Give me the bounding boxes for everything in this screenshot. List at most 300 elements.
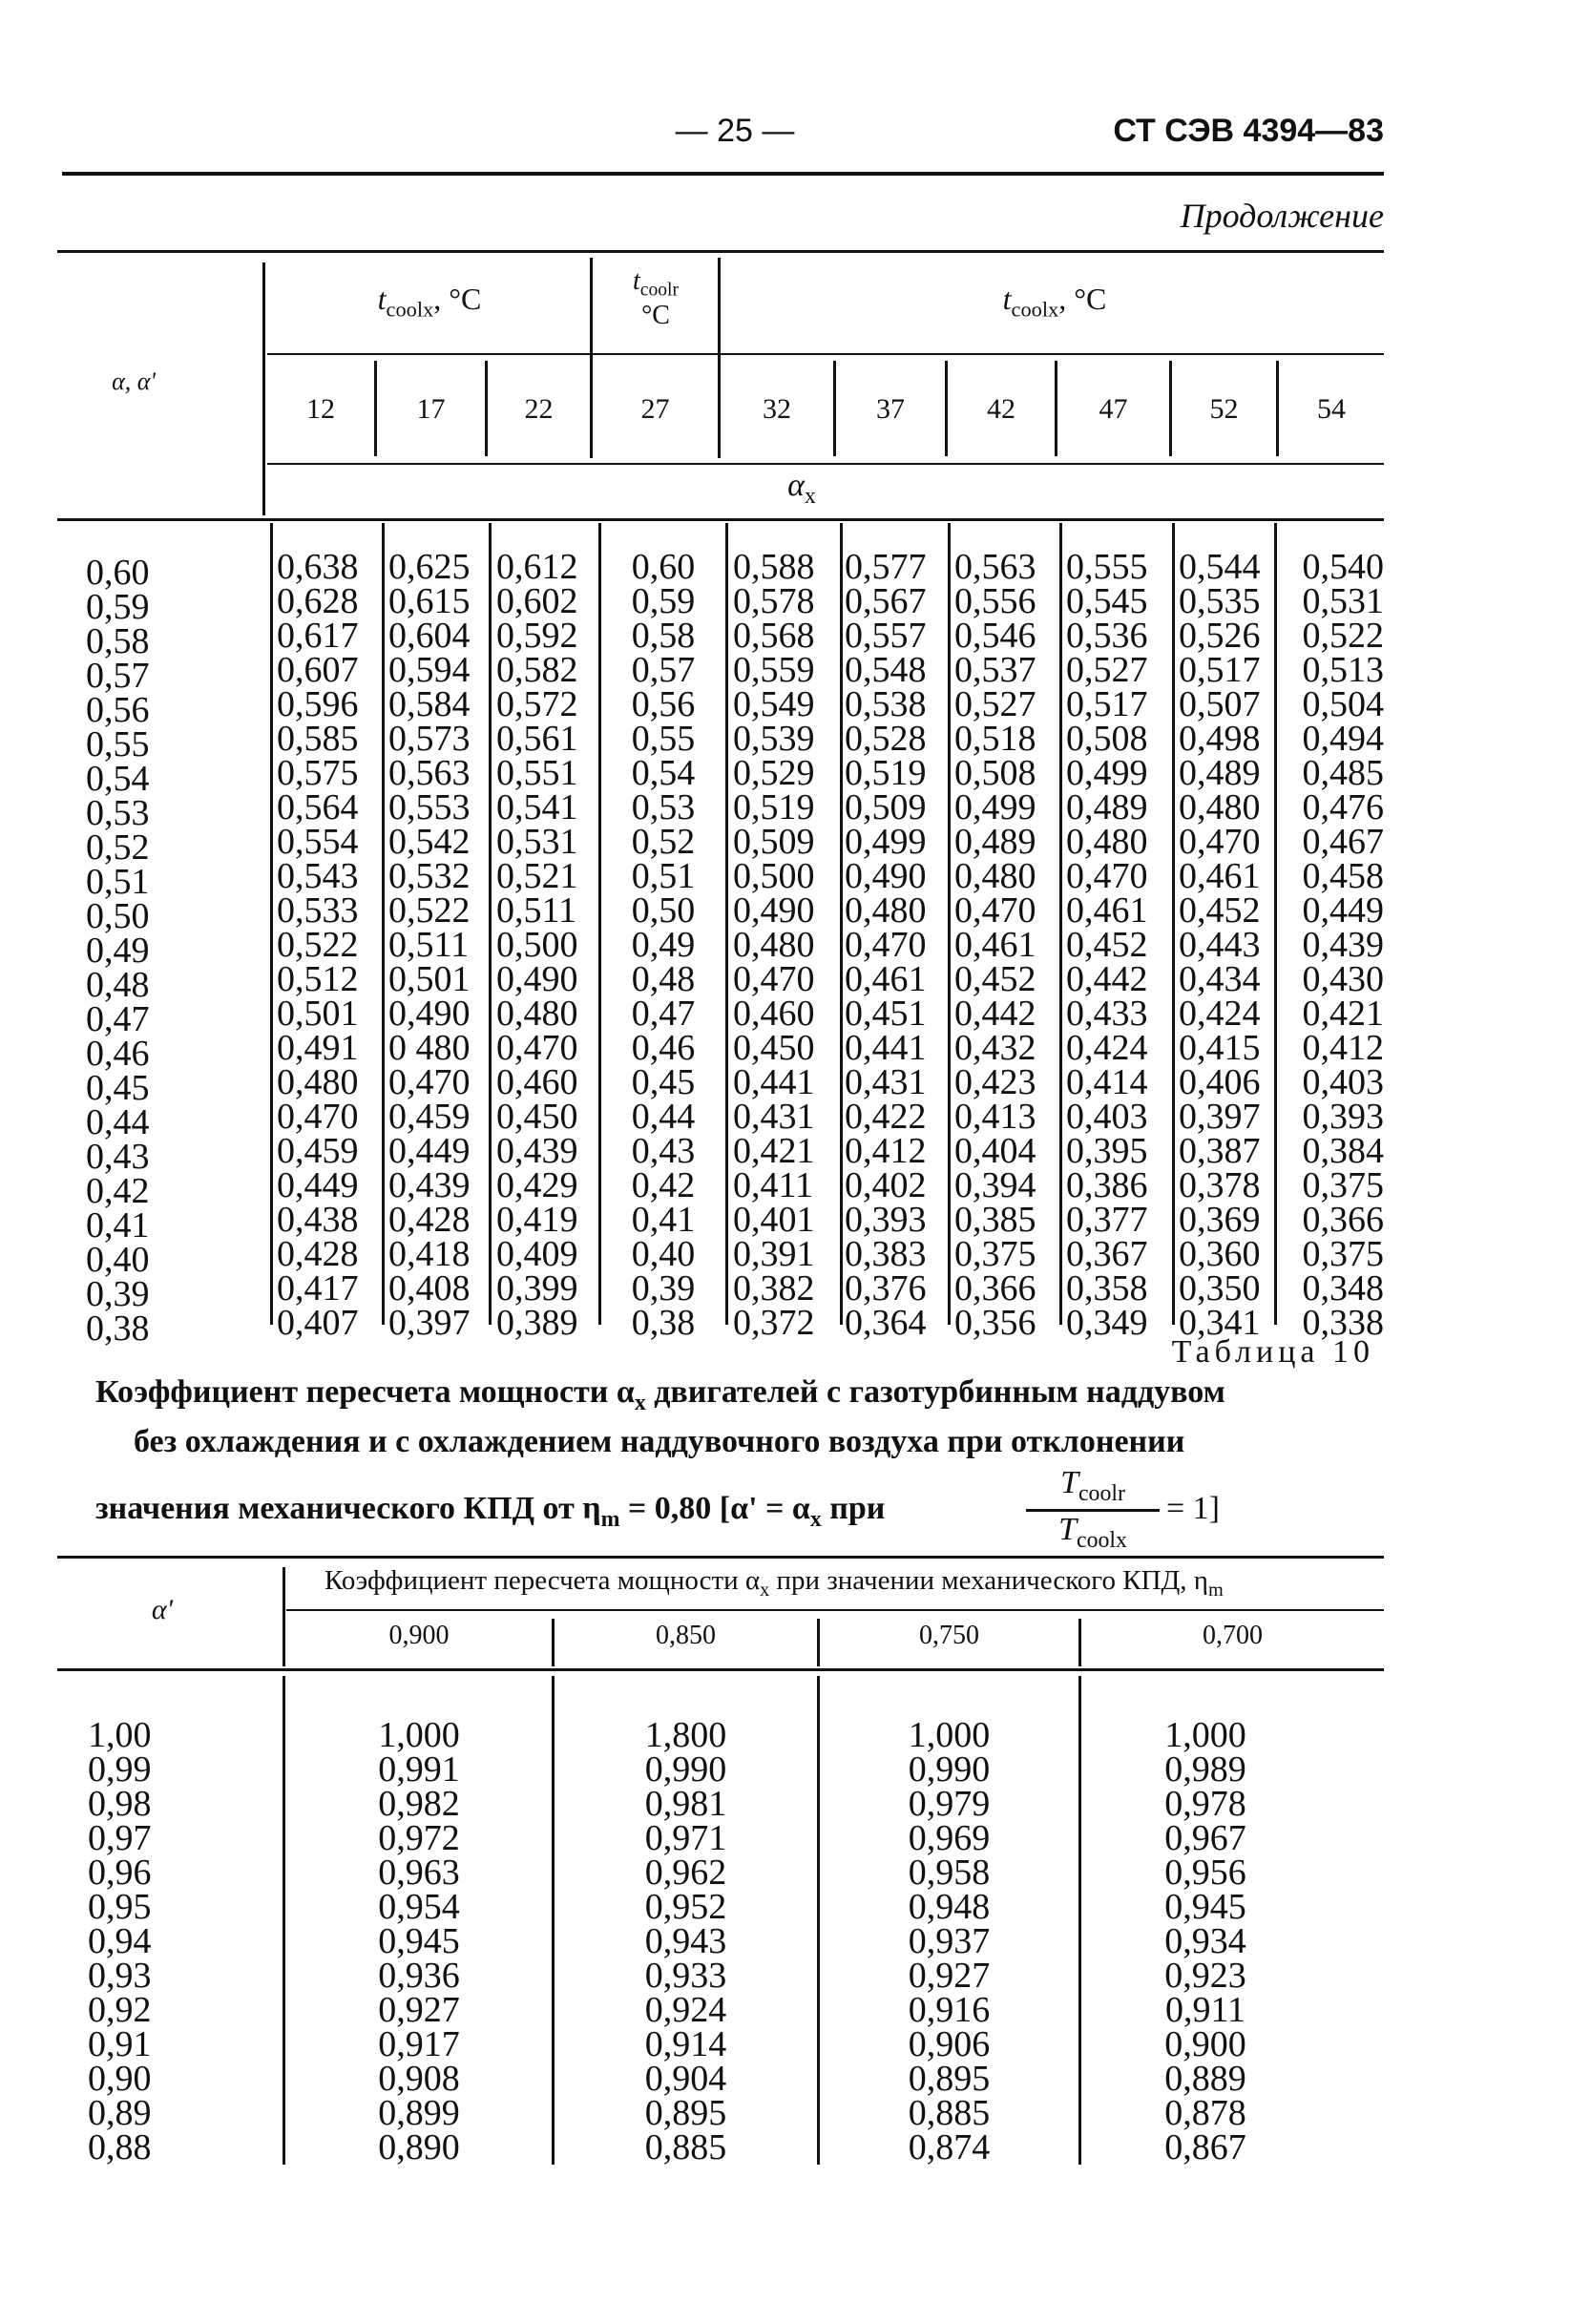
table2-cell: 0,885 bbox=[644, 2127, 727, 2167]
table1-alpha-cell: 0,41 bbox=[86, 1205, 150, 1246]
table1-alpha-cell: 0,58 bbox=[86, 621, 150, 661]
header-text: Коэффициент пересчета мощности α bbox=[324, 1565, 761, 1596]
table2-cell: 0,978 bbox=[1164, 1784, 1246, 1824]
table2-cell: 1,000 bbox=[1164, 1715, 1246, 1755]
table1-cell: 0,360 bbox=[1179, 1234, 1261, 1274]
table2-cell: 0,981 bbox=[644, 1784, 727, 1824]
table1-cell: 0,47 bbox=[631, 994, 696, 1034]
table1-cell: 0,467 bbox=[1302, 822, 1384, 862]
table2-cell: 0,954 bbox=[378, 1887, 460, 1927]
table1-cell: 0,441 bbox=[733, 1062, 815, 1102]
table1-group1-header bbox=[272, 282, 587, 322]
table1-column-27 bbox=[603, 547, 723, 1343]
table1-cell: 0,553 bbox=[388, 787, 471, 827]
table1-cell: 0,490 bbox=[496, 959, 578, 999]
table1-cell: 0,424 bbox=[1066, 1028, 1148, 1068]
header-rule bbox=[62, 172, 1384, 176]
table1-cell: 0,540 bbox=[1302, 547, 1384, 587]
table1-temp: 12 bbox=[306, 393, 335, 425]
table1-alpha-cell: 0,45 bbox=[86, 1068, 150, 1108]
table2-cell: 0,989 bbox=[1164, 1749, 1246, 1790]
table1-cell: 0,461 bbox=[845, 959, 927, 999]
table2-cell: 0,943 bbox=[644, 1921, 727, 1961]
table1-cell: 0,480 bbox=[1179, 787, 1261, 827]
table1-cell: 0,551 bbox=[496, 753, 578, 793]
table1-cell: 0,501 bbox=[277, 994, 359, 1034]
table1-cell: 0,572 bbox=[496, 684, 578, 724]
table1-body-vline bbox=[725, 523, 728, 1325]
table1-cell: 0,568 bbox=[733, 616, 815, 656]
table1-alpha-cell: 0,39 bbox=[86, 1274, 150, 1314]
table2-cell: 0,945 bbox=[1164, 1887, 1246, 1927]
table2-cell: 0,956 bbox=[1164, 1853, 1246, 1893]
t-subscript: coolr bbox=[1078, 1480, 1125, 1506]
table1-alpha-cell: 0,57 bbox=[86, 656, 150, 696]
table2-cell: 0,890 bbox=[378, 2127, 460, 2167]
table1-cell: 0,459 bbox=[277, 1131, 359, 1171]
table2-top-rule bbox=[57, 1556, 1384, 1559]
table1-cell: 0,348 bbox=[1302, 1268, 1384, 1309]
table1-cell: 0,555 bbox=[1066, 547, 1148, 587]
table1-body-vline bbox=[1059, 523, 1062, 1325]
table1-cell: 0,470 bbox=[496, 1028, 578, 1068]
table1-cell: 0,563 bbox=[954, 547, 1036, 587]
table1-cell: 0,585 bbox=[277, 719, 359, 759]
table2-cell: 0,936 bbox=[378, 1956, 460, 1996]
table1-cell: 0,375 bbox=[1302, 1234, 1384, 1274]
table1-cell: 0,485 bbox=[1302, 753, 1384, 793]
table2-header-bottom-rule bbox=[57, 1668, 1384, 1671]
table1-cell: 0,441 bbox=[845, 1028, 927, 1068]
table1-cell: 0,532 bbox=[388, 856, 471, 896]
table1-cell: 0,412 bbox=[1302, 1028, 1384, 1068]
table1-cell: 0,393 bbox=[1302, 1097, 1384, 1137]
table1-cell: 0,528 bbox=[845, 719, 927, 759]
table1-column-54 bbox=[1288, 547, 1384, 1343]
table1-cell: 0,494 bbox=[1302, 719, 1384, 759]
table1-cell: 0,519 bbox=[845, 753, 927, 793]
table2-cell: 0,917 bbox=[378, 2024, 460, 2064]
table1-cell: 0,522 bbox=[277, 925, 359, 965]
table2-cell: 0,927 bbox=[378, 1990, 460, 2030]
table1-cell: 0,615 bbox=[388, 581, 471, 621]
table1-cell: 0,404 bbox=[954, 1131, 1036, 1171]
table2-cell: 0,906 bbox=[908, 2024, 991, 2064]
table1-cell: 0,44 bbox=[631, 1097, 696, 1137]
table1-cell: 0 480 bbox=[388, 1028, 471, 1068]
table1-cell: 0,55 bbox=[631, 719, 696, 759]
table1-header-rule-1 bbox=[267, 353, 1384, 355]
table2-cell: 0,963 bbox=[378, 1853, 460, 1893]
table1-alpha-cell: 0,43 bbox=[86, 1137, 150, 1177]
table1-cell: 0,58 bbox=[631, 616, 696, 656]
title-subscript: m bbox=[600, 1506, 620, 1532]
table1-cell: 0,545 bbox=[1066, 581, 1148, 621]
table2-alpha-cell: 0,91 bbox=[88, 2024, 152, 2064]
title-text: Коэффициент пересчета мощности α bbox=[95, 1374, 635, 1410]
table1-cell: 0,537 bbox=[954, 650, 1036, 690]
table1-cell: 0,419 bbox=[496, 1200, 578, 1240]
table2-cell: 0,923 bbox=[1164, 1956, 1246, 1996]
table1-cell: 0,491 bbox=[277, 1028, 359, 1068]
table1-cell: 0,489 bbox=[1066, 787, 1148, 827]
table1-alpha-cell: 0,46 bbox=[86, 1034, 150, 1074]
table1-alpha-cell: 0,52 bbox=[86, 827, 150, 868]
table2-title-line3 bbox=[95, 1491, 1050, 1533]
table1-alpha-cell: 0,60 bbox=[86, 553, 150, 593]
table1-cell: 0,434 bbox=[1179, 959, 1261, 999]
table2-group-header bbox=[324, 1565, 1384, 1602]
table1-cell: 0,423 bbox=[954, 1062, 1036, 1102]
t-symbol: T bbox=[1060, 1465, 1078, 1500]
table1-cell: 0,470 bbox=[1066, 856, 1148, 896]
table1-cell: 0,596 bbox=[277, 684, 359, 724]
table2-cell: 0,908 bbox=[378, 2059, 460, 2099]
table2-cell: 0,916 bbox=[908, 1990, 991, 2030]
table1-cell: 0,592 bbox=[496, 616, 578, 656]
table1-cell: 0,535 bbox=[1179, 581, 1261, 621]
table1-cell: 0,431 bbox=[733, 1097, 815, 1137]
table2-cell: 0,937 bbox=[908, 1921, 991, 1961]
table2-alpha-column bbox=[88, 1715, 164, 2167]
table1-cell: 0,369 bbox=[1179, 1200, 1261, 1240]
table2-cell: 0,895 bbox=[644, 2093, 727, 2133]
table1-cell: 0,451 bbox=[845, 994, 927, 1034]
table1-cell: 0,539 bbox=[733, 719, 815, 759]
table1-cell: 0,549 bbox=[733, 684, 815, 724]
table1-cell: 0,406 bbox=[1179, 1062, 1261, 1102]
table1-cell: 0,490 bbox=[733, 890, 815, 931]
table1-cell: 0,415 bbox=[1179, 1028, 1261, 1068]
table1-cell: 0,582 bbox=[496, 650, 578, 690]
table1-cell: 0,498 bbox=[1179, 719, 1261, 759]
table1-cell: 0,517 bbox=[1179, 650, 1261, 690]
table2-alpha-cell: 0,99 bbox=[88, 1749, 152, 1790]
table1-cell: 0,452 bbox=[1179, 890, 1261, 931]
header-text: при значении механического КПД, η bbox=[769, 1565, 1208, 1596]
table1-cell: 0,442 bbox=[954, 994, 1036, 1034]
table1-temp: 52 bbox=[1209, 393, 1239, 425]
table2-cell: 0,904 bbox=[644, 2059, 727, 2099]
table2-cell: 1,000 bbox=[378, 1715, 460, 1755]
table1-cell: 0,538 bbox=[845, 684, 927, 724]
table2-title-line2: без охлаждения и с охлаждением наддувочного воздуха при отклонении bbox=[134, 1424, 1185, 1459]
table1-cell: 0,564 bbox=[277, 787, 359, 827]
table2-cell: 0,967 bbox=[1164, 1818, 1246, 1858]
table2-alpha-cell: 0,98 bbox=[88, 1784, 152, 1824]
table1-alpha-cell: 0,42 bbox=[86, 1171, 150, 1211]
table1-cell: 0,531 bbox=[496, 822, 578, 862]
table1-cell: 0,577 bbox=[845, 547, 927, 587]
table1-cell: 0,557 bbox=[845, 616, 927, 656]
table1-cell: 0,501 bbox=[388, 959, 471, 999]
table1-header-vline bbox=[262, 262, 265, 515]
table1-temp: 37 bbox=[876, 393, 905, 425]
table1-body-vline bbox=[1172, 523, 1175, 1325]
table1-cell: 0,533 bbox=[277, 890, 359, 931]
table1-cell: 0,604 bbox=[388, 616, 471, 656]
table1-cell: 0,461 bbox=[1179, 856, 1261, 896]
table1-cell: 0,341 bbox=[1179, 1303, 1261, 1343]
table1-cell: 0,46 bbox=[631, 1028, 696, 1068]
table1-cell: 0,489 bbox=[1179, 753, 1261, 793]
table1-alpha-cell: 0,54 bbox=[86, 759, 150, 799]
table1-cell: 0,573 bbox=[388, 719, 471, 759]
table1-cell: 0,470 bbox=[277, 1097, 359, 1137]
table2-cell: 1,800 bbox=[644, 1715, 727, 1755]
table1-cell: 0,612 bbox=[496, 547, 578, 587]
table2-cell: 0,900 bbox=[1164, 2024, 1246, 2064]
table1-cell: 0,470 bbox=[1179, 822, 1261, 862]
table1-cell: 0,429 bbox=[496, 1165, 578, 1205]
table1-cell: 0,375 bbox=[1302, 1165, 1384, 1205]
fraction-numerator bbox=[1026, 1465, 1160, 1512]
table1-cell: 0,409 bbox=[496, 1234, 578, 1274]
table2-cell: 0,979 bbox=[908, 1784, 991, 1824]
table1-cell: 0,638 bbox=[277, 547, 359, 587]
table1-cell: 0,43 bbox=[631, 1131, 696, 1171]
table1-cell: 0,567 bbox=[845, 581, 927, 621]
table1-cell: 0,470 bbox=[733, 959, 815, 999]
table1-cell: 0,522 bbox=[388, 890, 471, 931]
table1-cell: 0,411 bbox=[733, 1165, 814, 1205]
table1-cell: 0,401 bbox=[733, 1200, 815, 1240]
table1-cell: 0,413 bbox=[954, 1097, 1036, 1137]
table1-cell: 0,470 bbox=[954, 890, 1036, 931]
table2-alpha-cell: 0,96 bbox=[88, 1853, 152, 1893]
table2-cell: 0,899 bbox=[378, 2093, 460, 2133]
table1-cell: 0,480 bbox=[954, 856, 1036, 896]
table1-cell: 0,508 bbox=[954, 753, 1036, 793]
table1-top-rule bbox=[57, 250, 1384, 253]
table1-cell: 0,366 bbox=[1302, 1200, 1384, 1240]
table1-cell: 0,439 bbox=[496, 1131, 578, 1171]
table1-cell: 0,450 bbox=[733, 1028, 815, 1068]
table1-cell: 0,432 bbox=[954, 1028, 1036, 1068]
table1-cell: 0,49 bbox=[631, 925, 696, 965]
table1-column-22 bbox=[496, 547, 597, 1343]
table1-cell: 0,443 bbox=[1179, 925, 1261, 965]
table1-cell: 0,395 bbox=[1066, 1131, 1148, 1171]
table1-cell: 0,628 bbox=[277, 581, 359, 621]
table1-cell: 0,384 bbox=[1302, 1131, 1384, 1171]
table1-cell: 0,594 bbox=[388, 650, 471, 690]
title-subscript: x bbox=[634, 1390, 646, 1415]
table1-alpha-cell: 0,55 bbox=[86, 724, 150, 764]
table1-cell: 0,461 bbox=[954, 925, 1036, 965]
table1-alpha-cell: 0,48 bbox=[86, 965, 150, 1005]
table2-column-0700 bbox=[1081, 1715, 1329, 2167]
table1-cell: 0,430 bbox=[1302, 959, 1384, 999]
unit: , °C bbox=[1058, 282, 1107, 316]
table2-cell: 0,958 bbox=[908, 1853, 991, 1893]
table1-cell: 0,382 bbox=[733, 1268, 815, 1309]
table1-cell: 0,391 bbox=[733, 1234, 815, 1274]
table1-cell: 0,508 bbox=[1066, 719, 1148, 759]
table1-cell: 0,393 bbox=[845, 1200, 927, 1240]
table1-cell: 0,607 bbox=[277, 650, 359, 690]
table1-cell: 0,470 bbox=[388, 1062, 471, 1102]
table1-cell: 0,431 bbox=[845, 1062, 927, 1102]
table1-body-vline bbox=[489, 523, 492, 1325]
table1-body-vline bbox=[382, 523, 385, 1325]
table1-cell: 0,38 bbox=[631, 1303, 696, 1343]
header-subscript: m bbox=[1207, 1579, 1224, 1601]
alpha-subscript: x bbox=[804, 483, 816, 509]
table1-cell: 0,402 bbox=[845, 1165, 927, 1205]
table2-cell: 0,867 bbox=[1164, 2127, 1246, 2167]
table1-column-32 bbox=[733, 547, 838, 1343]
table2-alpha-cell: 0,94 bbox=[88, 1921, 152, 1961]
table1-alpha-cell: 0,44 bbox=[86, 1102, 150, 1142]
table1-cell: 0,500 bbox=[733, 856, 815, 896]
table1-column-37 bbox=[845, 547, 946, 1343]
table1-cell: 0,588 bbox=[733, 547, 815, 587]
table1-cell: 0,52 bbox=[631, 822, 696, 862]
table1-cell: 0,476 bbox=[1302, 787, 1384, 827]
table1-cell: 0,383 bbox=[845, 1234, 927, 1274]
table2-cell: 0,927 bbox=[908, 1956, 991, 1996]
table1-alpha-cell: 0,51 bbox=[86, 862, 150, 902]
table1-alpha-cell: 0,40 bbox=[86, 1240, 150, 1280]
table1-cell: 0,449 bbox=[1302, 890, 1384, 931]
table1-cell: 0,433 bbox=[1066, 994, 1148, 1034]
table1-cell: 0,460 bbox=[496, 1062, 578, 1102]
table1-cell: 0,527 bbox=[954, 684, 1036, 724]
table1-cell: 0,500 bbox=[496, 925, 578, 965]
table1-cell: 0,389 bbox=[496, 1303, 578, 1343]
table1-cell: 0,625 bbox=[388, 547, 471, 587]
table1-cell: 0,403 bbox=[1066, 1097, 1148, 1137]
standard-id: СТ СЭВ 4394—83 bbox=[1113, 113, 1384, 149]
table1-cell: 0,578 bbox=[733, 581, 815, 621]
table1-cell: 0,517 bbox=[1066, 684, 1148, 724]
t-symbol: T bbox=[1058, 1511, 1078, 1547]
table2-cell: 0,878 bbox=[1164, 2093, 1246, 2133]
table2-efficiency: 0,900 bbox=[388, 1621, 450, 1650]
table2-column-0900 bbox=[286, 1715, 552, 2167]
table2-alpha-cell: 0,89 bbox=[88, 2093, 152, 2133]
table1-cell: 0,480 bbox=[845, 890, 927, 931]
table1-cell: 0,531 bbox=[1302, 581, 1384, 621]
table1-cell: 0,461 bbox=[1066, 890, 1148, 931]
table1-cell: 0,378 bbox=[1179, 1165, 1261, 1205]
table1-cell: 0,60 bbox=[631, 547, 696, 587]
table1-cell: 0,489 bbox=[954, 822, 1036, 862]
table1-cell: 0,349 bbox=[1066, 1303, 1148, 1343]
table1-cell: 0,376 bbox=[845, 1268, 927, 1309]
table1-cell: 0,554 bbox=[277, 822, 359, 862]
table2-header-vline bbox=[283, 1567, 285, 1666]
table1-cell: 0,39 bbox=[631, 1268, 696, 1309]
t-subscript: coolx bbox=[1077, 1527, 1127, 1553]
table1-cell: 0,422 bbox=[845, 1097, 927, 1137]
table2-cell: 0,945 bbox=[378, 1921, 460, 1961]
table1-cell: 0,602 bbox=[496, 581, 578, 621]
table1-cell: 0,546 bbox=[954, 616, 1036, 656]
table1-cell: 0,480 bbox=[496, 994, 578, 1034]
table1-cell: 0,59 bbox=[631, 581, 696, 621]
table1-cell: 0,54 bbox=[631, 753, 696, 793]
table2-efficiency: 0,850 bbox=[656, 1621, 716, 1650]
table1-alpha-cell: 0,38 bbox=[86, 1309, 150, 1349]
table2-header-rule bbox=[286, 1609, 1384, 1611]
table2-alpha-cell: 0,88 bbox=[88, 2127, 152, 2167]
table1-cell: 0,527 bbox=[1066, 650, 1148, 690]
table1-cell: 0,366 bbox=[954, 1268, 1036, 1309]
table1-cell: 0,499 bbox=[954, 787, 1036, 827]
table1-alpha-cell: 0,53 bbox=[86, 793, 150, 833]
table1-cell: 0,504 bbox=[1302, 684, 1384, 724]
table1-cell: 0,408 bbox=[388, 1268, 471, 1309]
table1-alpha-cell: 0,56 bbox=[86, 690, 150, 730]
table1-cell: 0,449 bbox=[388, 1131, 471, 1171]
table1-cell: 0,480 bbox=[733, 925, 815, 965]
table1-cell: 0,407 bbox=[277, 1303, 359, 1343]
table1-cell: 0,507 bbox=[1179, 684, 1261, 724]
table1-cell: 0,428 bbox=[277, 1234, 359, 1274]
table1-cell: 0,439 bbox=[1302, 925, 1384, 965]
table1-cell: 0,480 bbox=[1066, 822, 1148, 862]
table2-cell: 0,874 bbox=[908, 2127, 991, 2167]
table1-cell: 0,421 bbox=[1302, 994, 1384, 1034]
table2-cell: 0,934 bbox=[1164, 1921, 1246, 1961]
alpha-symbol: α bbox=[787, 468, 805, 503]
t-symbol: t bbox=[1002, 282, 1012, 316]
table2-title-line1 bbox=[95, 1374, 1384, 1416]
table1-cell: 0,338 bbox=[1302, 1303, 1384, 1343]
table1-cell: 0,518 bbox=[954, 719, 1036, 759]
table1-header-bottom-rule bbox=[57, 518, 1384, 521]
title-text: = 0,80 [α' = α bbox=[619, 1491, 810, 1526]
table1-group3-header bbox=[725, 282, 1384, 322]
table1-cell: 0,439 bbox=[388, 1165, 471, 1205]
table2-label: Таблица 10 bbox=[1171, 1334, 1374, 1370]
table1-alpha-cell: 0,47 bbox=[86, 999, 150, 1039]
table1-cell: 0,394 bbox=[954, 1165, 1036, 1205]
table1-cell: 0,559 bbox=[733, 650, 815, 690]
table1-cell: 0,541 bbox=[496, 787, 578, 827]
table2-cell: 0,924 bbox=[644, 1990, 727, 2030]
table1-cell: 0,499 bbox=[845, 822, 927, 862]
table1-cell: 0,397 bbox=[388, 1303, 471, 1343]
table1-cell: 0,41 bbox=[631, 1200, 696, 1240]
table1-header-vline bbox=[590, 258, 593, 458]
table2-body-vline bbox=[283, 1676, 285, 2165]
table2-cell: 0,948 bbox=[908, 1887, 991, 1927]
table1-column-47 bbox=[1066, 547, 1170, 1343]
table1-temp: 17 bbox=[416, 393, 446, 425]
table1-cell: 0,386 bbox=[1066, 1165, 1148, 1205]
table1-cell: 0,512 bbox=[277, 959, 359, 999]
title-text: двигателей с газотурбинным наддувом bbox=[645, 1374, 1225, 1410]
table2-cell: 0,990 bbox=[908, 1749, 991, 1790]
table1-cell: 0,584 bbox=[388, 684, 471, 724]
table1-cell: 0,452 bbox=[954, 959, 1036, 999]
table1-body-vline bbox=[1274, 523, 1277, 1325]
table1-cell: 0,513 bbox=[1302, 650, 1384, 690]
table1-cell: 0,509 bbox=[845, 787, 927, 827]
table1-cell: 0,50 bbox=[631, 890, 696, 931]
table2-cell: 0,952 bbox=[644, 1887, 727, 1927]
table2-cell: 0,914 bbox=[644, 2024, 727, 2064]
table1-header-vline bbox=[718, 258, 721, 458]
table1-cell: 0,499 bbox=[1066, 753, 1148, 793]
header-subscript: x bbox=[760, 1579, 770, 1601]
table1-cell: 0,490 bbox=[388, 994, 471, 1034]
table2-alpha-cell: 0,93 bbox=[88, 1956, 152, 1996]
table1-cell: 0,48 bbox=[631, 959, 696, 999]
